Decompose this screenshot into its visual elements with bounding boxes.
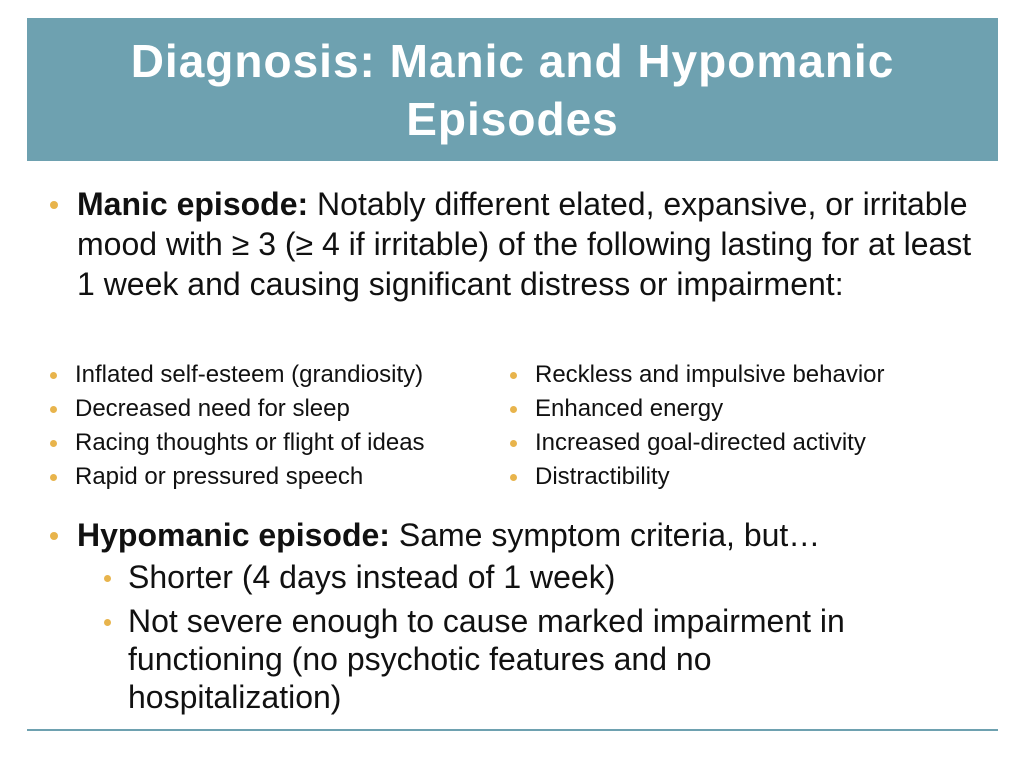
list-item: Distractibility [508,460,885,494]
slide-title: Diagnosis: Manic and Hypomanic Episodes [130,34,895,145]
manic-episode-text: Notably different elated, expansive, or irritable mood with ≥ 3 (≥ 4 if irritable) of the following lasting for at least 1 week and causing significant distress or impairment: [77,186,972,302]
hypomanic-episode-text: Same symptom criteria, but… [389,517,821,553]
bullet-icon [50,201,58,209]
bullet-icon [50,440,57,447]
bullet-icon [50,372,57,379]
bullet-icon [50,474,57,481]
bullet-icon [104,575,111,582]
symptom-list-left [48,358,425,494]
list-item: Inflated self-esteem (grandiosity) [48,358,425,392]
bullet-icon [510,474,517,481]
symptom-list-right [508,358,885,494]
bullet-icon [50,532,58,540]
list-item: Enhanced energy [508,392,885,426]
list-item: Increased goal-directed activity [508,426,885,460]
hypomanic-sub-item: Shorter (4 days instead of 1 week) [128,559,616,595]
bullet-icon [510,440,517,447]
list-item: Reckless and impulsive behavior [508,358,885,392]
title-bar [27,18,998,161]
list-item: Rapid or pressured speech [48,460,425,494]
hypomanic-episode-label: Hypomanic episode: [77,517,390,553]
list-item: Decreased need for sleep [48,392,425,426]
list-item: Racing thoughts or flight of ideas [48,426,425,460]
footer-divider [27,729,998,731]
hypomanic-episode-paragraph [77,515,977,555]
manic-episode-label: Manic episode: [77,186,309,222]
bullet-icon [50,406,57,413]
bullet-icon [104,619,111,626]
hypomanic-sub-item: Not severe enough to cause marked impairment in functioning (no psychotic features and no hospitalization) [128,603,845,715]
bullet-icon [510,372,517,379]
bullet-icon [510,406,517,413]
manic-episode-paragraph [77,184,987,304]
